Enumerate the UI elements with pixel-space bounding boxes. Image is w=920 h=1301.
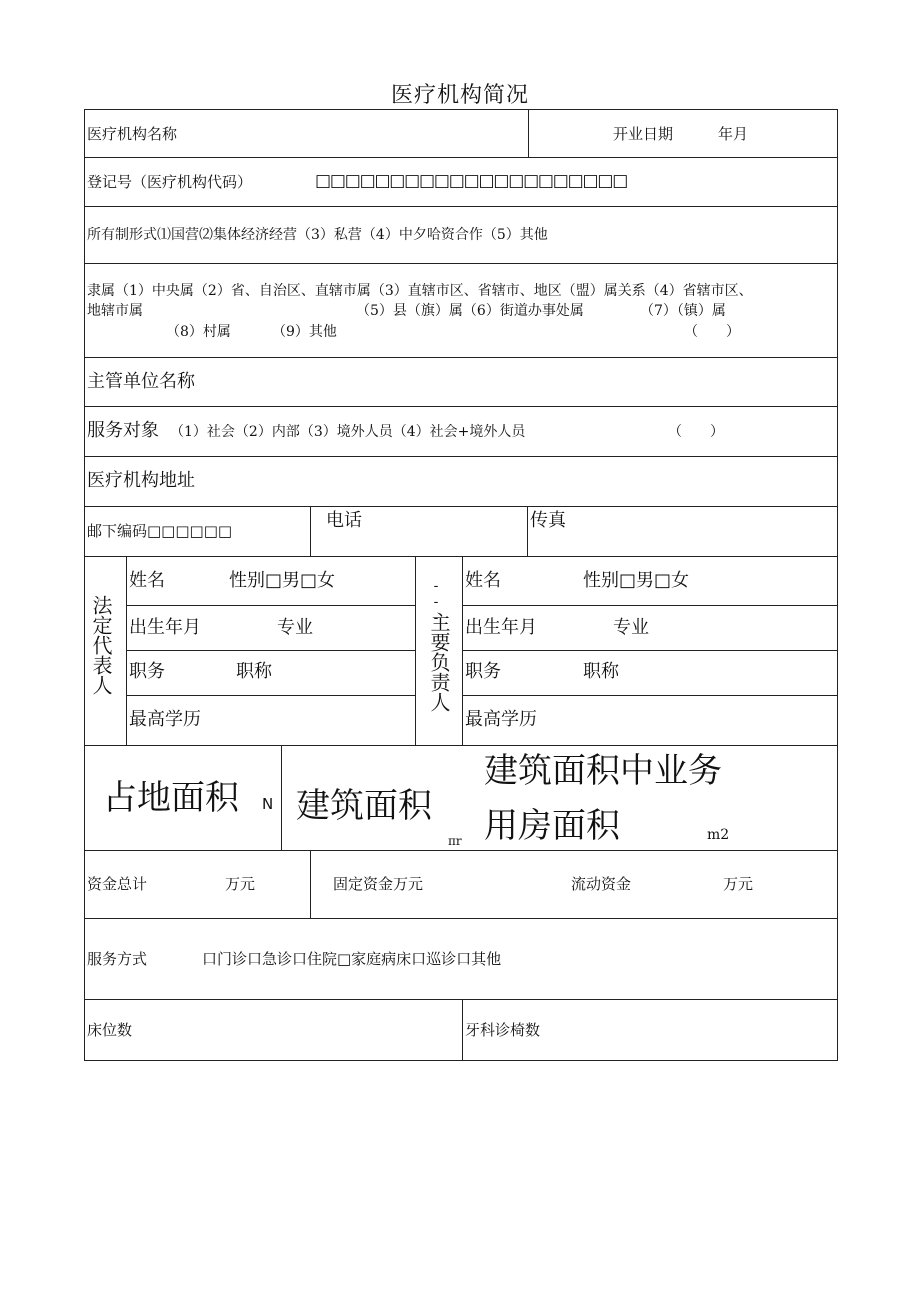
business-area-label-line2: 用房面积 <box>484 806 620 846</box>
affiliation-line-2a: 地辖市属 <box>87 303 143 319</box>
col-divider <box>415 556 416 745</box>
col-divider <box>462 556 463 745</box>
affiliation-line-3c: （ ） <box>684 324 740 340</box>
service-target-blank: （ ） <box>668 424 724 440</box>
border-top <box>84 109 838 110</box>
main-head-name: 姓名 <box>465 570 501 591</box>
service-mode-label: 服务方式 <box>87 950 148 968</box>
bed-count-label: 床位数 <box>87 1021 133 1039</box>
border-bottom <box>84 1060 838 1061</box>
registration-label: 登记号（医疗机构代码） <box>87 173 253 191</box>
legal-rep-major: 专业 <box>277 617 313 638</box>
address-label: 医疗机构地址 <box>87 470 195 491</box>
main-head-major: 专业 <box>613 617 649 638</box>
row-divider <box>84 999 838 1000</box>
legal-rep-education: 最高学历 <box>129 709 201 730</box>
land-area-label: 占地面积 <box>103 778 239 818</box>
row-divider <box>84 850 838 851</box>
subrow-divider <box>462 695 837 696</box>
subrow-divider <box>126 650 415 651</box>
legal-representative-label: 法定代表人 <box>89 595 113 695</box>
service-mode-options: 口门诊口急诊口住院□家庭病床口巡诊口其他 <box>202 950 502 968</box>
current-funds-label: 流动资金 <box>571 875 632 893</box>
business-area-label-line1: 建筑面积中业务 <box>484 751 722 791</box>
affiliation-line-1: 隶属（1）中央属（2）省、自治区、直辖市属（3）直辖市区、省辖市、地区（盟）属关系（4）省辖市区、 <box>87 283 753 299</box>
open-date-label: 开业日期 <box>613 125 674 143</box>
page-title: 医疗机构简况 <box>390 83 529 108</box>
main-head-education: 最高学历 <box>465 709 537 730</box>
row-divider <box>84 357 838 358</box>
row-divider <box>84 556 838 557</box>
main-head-title: 职称 <box>583 661 619 682</box>
current-funds-unit: 万元 <box>723 875 754 893</box>
row-divider <box>84 456 838 457</box>
affiliation-line-2c: （7）（镇）属 <box>640 303 726 319</box>
row-divider <box>84 206 838 207</box>
row-divider <box>84 157 838 158</box>
phone-label: 电话 <box>326 510 362 531</box>
legal-rep-gender: 性别□男□女 <box>229 570 336 591</box>
main-head-position: 职务 <box>465 661 501 682</box>
building-area-label: 建筑面积 <box>296 786 432 826</box>
supervisor-label: 主管单位名称 <box>87 371 195 392</box>
col-divider <box>281 745 282 850</box>
main-head-birth: 出生年月 <box>465 617 537 638</box>
legal-rep-title: 职称 <box>236 661 272 682</box>
service-target-options: （1）社会（2）内部（3）境外人员（4）社会+境外人员 <box>170 424 526 440</box>
row-divider <box>84 918 838 919</box>
main-head-dashes: --- <box>428 578 444 626</box>
year-month-label: 年月 <box>718 125 749 143</box>
col-divider <box>462 999 463 1060</box>
building-area-unit: πr <box>448 834 462 848</box>
postcode-label: 邮下编码□□□□□□ <box>87 522 233 540</box>
main-head-gender: 性别□男□女 <box>583 570 690 591</box>
col-divider <box>528 109 529 157</box>
legal-rep-position: 职务 <box>129 661 165 682</box>
institution-name-label: 医疗机构名称 <box>87 125 178 143</box>
col-divider <box>527 506 528 556</box>
land-area-unit: N <box>262 795 274 813</box>
row-divider <box>84 506 838 507</box>
main-head-label: 主要负责人 <box>427 612 451 712</box>
dental-chair-count-label: 牙科诊椅数 <box>465 1021 541 1039</box>
total-funds-label: 资金总计 <box>87 875 148 893</box>
col-divider <box>310 506 311 556</box>
subrow-divider <box>126 695 415 696</box>
affiliation-line-3b: （9）其他 <box>272 324 337 340</box>
fixed-funds-label: 固定资金万元 <box>333 875 424 893</box>
row-divider <box>84 745 838 746</box>
affiliation-line-2b: （5）县（旗）属（6）街道办事处属 <box>356 303 584 319</box>
registration-code-boxes: □□□□□□□□□□□□□□□□□□□□□ <box>315 171 628 191</box>
fax-label: 传真 <box>530 510 566 531</box>
ownership-form: 所有制形式⑴国营⑵集体经济经营（3）私营（4）中夕哈资合作（5）其他 <box>87 227 548 243</box>
legal-rep-birth: 出生年月 <box>129 617 201 638</box>
col-divider <box>126 556 127 745</box>
legal-rep-name: 姓名 <box>129 570 165 591</box>
total-funds-unit: 万元 <box>225 875 256 893</box>
business-area-unit: m2 <box>707 827 730 843</box>
subrow-divider <box>462 605 837 606</box>
affiliation-line-3a: （8）村属 <box>166 324 231 340</box>
subrow-divider <box>126 605 415 606</box>
row-divider <box>84 263 838 264</box>
col-divider <box>310 850 311 918</box>
subrow-divider <box>462 650 837 651</box>
service-target-label: 服务对象 <box>87 420 159 441</box>
row-divider <box>84 406 838 407</box>
